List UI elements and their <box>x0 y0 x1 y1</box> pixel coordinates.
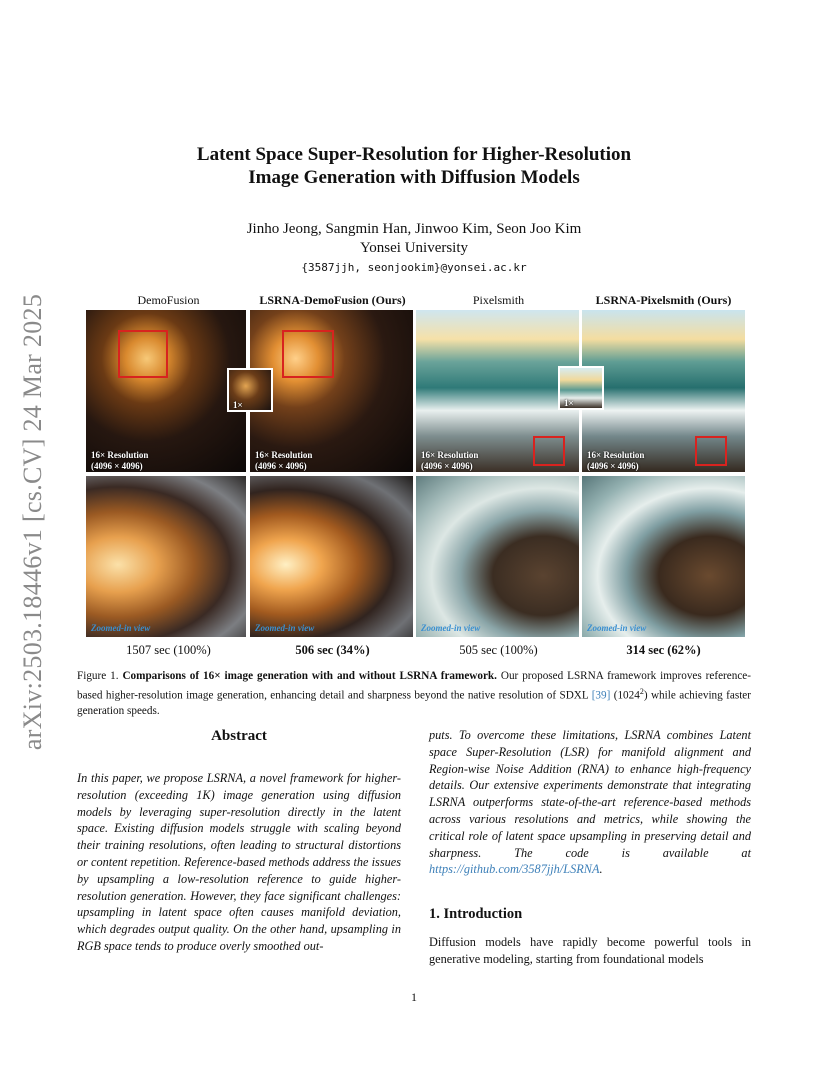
caption-prefix: Figure 1. <box>77 670 123 682</box>
resolution-line-1: 16× Resolution <box>421 450 479 460</box>
figure-caption <box>77 669 751 719</box>
zoom-label: Zoomed-in view <box>587 623 647 633</box>
github-link[interactable]: https://github.com/3587jjh/LSRNA <box>429 862 600 877</box>
caption-text-2: (1024 <box>610 689 640 702</box>
caption-citation-link[interactable]: [39] <box>591 689 611 702</box>
arxiv-id-text: arXiv:2503.18446v1 [cs.CV] 24 Mar 2025 <box>18 293 47 751</box>
lsrna-demofusion-full-image <box>250 310 413 472</box>
resolution-label <box>421 450 478 472</box>
lsrna-demofusion-zoomed-image <box>250 476 413 637</box>
resolution-line-2: (4096 × 4096) <box>421 461 473 471</box>
author-names: Jinho Jeong, Sangmin Han, Jinwoo Kim, Seon Joo Kim <box>246 221 582 237</box>
timing-pixelsmith: 505 sec (100%) <box>459 643 538 657</box>
resolution-line-2: (4096 × 4096) <box>587 461 639 471</box>
zoom-label: Zoomed-in view <box>421 623 481 633</box>
lsrna-pixelsmith-full-image <box>582 310 745 472</box>
timing-lsrna-pixelsmith: 314 sec (62%) <box>626 643 701 657</box>
title-line-2: Image Generation with Diffusion Models <box>248 167 580 188</box>
title-line-1: Latent Space Super-Resolution for Higher-Resolution <box>196 144 632 165</box>
pixelsmith-zoomed-image <box>416 476 579 637</box>
caption-text-3: ) while achieving faster generation speeds. <box>77 689 751 717</box>
abstract-right-column <box>429 727 751 878</box>
abstract-right-text: puts. To overcome these limitations, LSRNA combines Latent space Super-Resolution (LSR) for manifold alignment and Region-wise Noise Addition (RNA) to enhance high-frequency details. Our extensive experiments demonstrate that integrating LSRNA outperforms state-of-the-art reference-based methods across various resolutions and metrics, while showing the critical role of latent space upsampling in preserving detail and sharpness. The code is available at <box>429 728 751 860</box>
inset-scale-label: 1× <box>233 400 243 410</box>
demofusion-full-image <box>86 310 246 472</box>
introduction-text: Diffusion models have rapidly become powerful tools in generative modeling, starting from foundational models <box>429 935 751 966</box>
abstract-heading: Abstract <box>211 728 267 744</box>
resolution-line-2: (4096 × 4096) <box>91 461 143 471</box>
pixelsmith-full-image <box>416 310 579 472</box>
abstract-end: . <box>599 862 603 877</box>
crop-box <box>695 436 727 466</box>
resolution-label <box>255 450 312 472</box>
pixelsmith-reference-inset <box>558 366 604 410</box>
abstract-left-column: In this paper, we propose LSRNA, a novel framework for higher-resolution (exceeding 1K) image generation using diffusion models by leveraging super-resolution directly in the latent space. Existing diffusion models struggle with scaling beyond their training resolutions, often leading to structural distortions or content repetition. Reference-based methods address the issues by upsampling a low-resolution reference to guide higher-resolution generation. However, they face significant challenges: upsampling in latent space often causes manifold deviation, which degrades output quality. On the other hand, upsampling in RGB space tends to produce overly smoothed out- <box>77 771 401 953</box>
inset-scale-label: 1× <box>564 398 574 408</box>
section-heading-introduction: 1. Introduction <box>429 906 523 922</box>
author-block <box>120 220 708 258</box>
column-label-lsrna-pixelsmith: LSRNA-Pixelsmith (Ours) <box>595 293 732 307</box>
demofusion-reference-inset <box>227 368 273 412</box>
resolution-label <box>587 450 644 472</box>
zoom-label: Zoomed-in view <box>255 623 315 633</box>
caption-superscript: 2 <box>639 687 644 696</box>
lsrna-pixelsmith-zoomed-image <box>582 476 745 637</box>
paper-title <box>120 143 708 189</box>
column-label-demofusion: DemoFusion <box>137 293 200 307</box>
crop-box <box>533 436 565 466</box>
timing-lsrna-demofusion: 506 sec (34%) <box>295 643 370 657</box>
crop-box <box>282 330 334 378</box>
column-label-pixelsmith: Pixelsmith <box>472 293 525 307</box>
demofusion-zoomed-image <box>86 476 246 637</box>
resolution-line-1: 16× Resolution <box>91 450 149 460</box>
page-number: 1 <box>411 990 417 1004</box>
arxiv-side-label <box>8 282 58 762</box>
timing-demofusion: 1507 sec (100%) <box>126 643 211 657</box>
caption-text-1: Our proposed LSRNA framework improves reference-based higher-resolution image generation, enhancing detail and sharpness beyond the native resolution of SDXL <box>77 670 751 702</box>
resolution-line-1: 16× Resolution <box>587 450 645 460</box>
crop-box <box>118 330 168 378</box>
caption-bold: Comparisons of 16× image generation with and without LSRNA framework. <box>122 670 497 682</box>
author-email: {3587jjh, seonjookim}@yonsei.ac.kr <box>301 261 527 274</box>
resolution-line-2: (4096 × 4096) <box>255 461 307 471</box>
column-label-lsrna-demofusion: LSRNA-DemoFusion (Ours) <box>259 293 406 307</box>
affiliation: Yonsei University <box>359 240 469 256</box>
resolution-label <box>91 450 148 472</box>
resolution-line-1: 16× Resolution <box>255 450 313 460</box>
zoom-label: Zoomed-in view <box>91 623 151 633</box>
